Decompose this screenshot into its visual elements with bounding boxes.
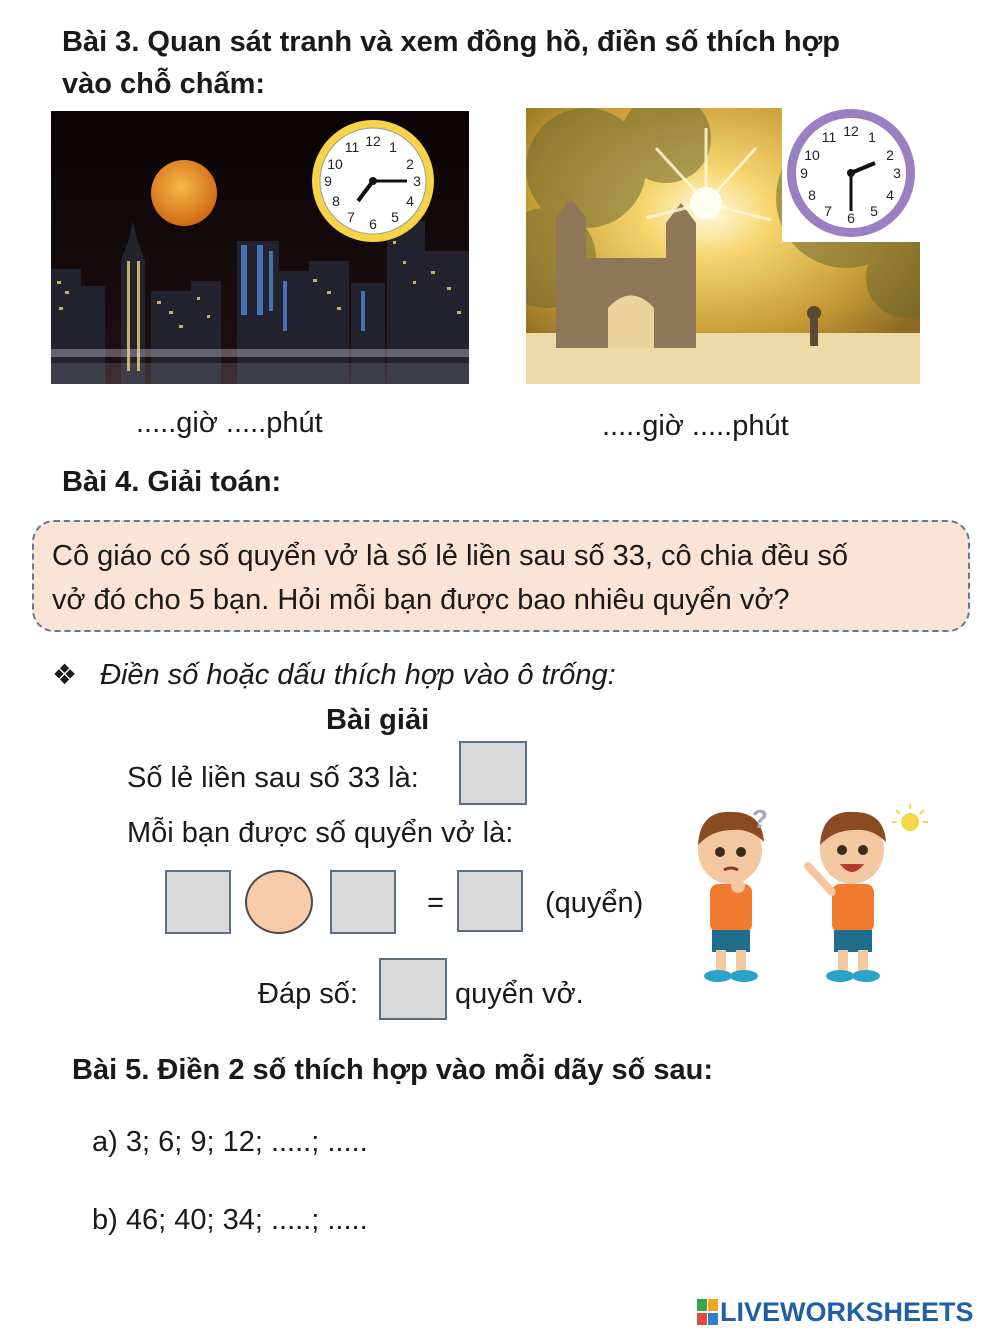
- svg-text:3: 3: [413, 173, 421, 189]
- final-answer-box[interactable]: [379, 958, 447, 1020]
- svg-text:11: 11: [344, 139, 360, 155]
- night-city-picture: [51, 111, 469, 384]
- answer-night[interactable]: .....giờ .....phút: [136, 407, 323, 439]
- liveworksheets-logo-icon: [697, 1299, 719, 1325]
- svg-text:11: 11: [821, 129, 837, 145]
- svg-text:4: 4: [886, 187, 894, 203]
- svg-text:2: 2: [886, 147, 894, 163]
- problem-line1: Cô giáo có số quyển vở là số lẻ liền sau số 33, cô chia đều số: [52, 540, 849, 572]
- next-odd-number-box[interactable]: [459, 741, 527, 805]
- sequence-a[interactable]: a) 3; 6; 9; 12; .....; .....: [92, 1126, 368, 1158]
- bullet-icon: ❖: [52, 659, 78, 690]
- dividend-box[interactable]: [165, 870, 231, 934]
- svg-text:10: 10: [804, 147, 820, 163]
- svg-text:5: 5: [870, 203, 878, 219]
- bai3-title-line2: vào chỗ chấm:: [62, 68, 266, 100]
- svg-text:8: 8: [332, 193, 340, 209]
- clock-day: [787, 109, 915, 237]
- svg-text:12: 12: [365, 133, 381, 149]
- liveworksheets-brand: LIVEWORKSHEETS: [720, 1297, 974, 1327]
- svg-text:12: 12: [843, 123, 859, 139]
- svg-text:3: 3: [893, 165, 901, 181]
- svg-text:9: 9: [800, 165, 808, 181]
- idea-boy: [808, 812, 886, 982]
- solution-line1: Số lẻ liền sau số 33 là:: [127, 762, 419, 794]
- svg-text:9: 9: [324, 173, 332, 189]
- instruction: Điền số hoặc dấu thích hợp vào ô trống:: [100, 659, 616, 691]
- answer-unit: quyển vở.: [455, 978, 584, 1010]
- solution-title: Bài giải: [326, 704, 430, 736]
- equals-sign: =: [427, 887, 444, 919]
- operator-oval[interactable]: [245, 870, 313, 934]
- svg-text:6: 6: [369, 216, 377, 232]
- svg-text:2: 2: [406, 156, 414, 172]
- moon: [151, 160, 217, 226]
- sunny-gate-picture: [526, 108, 920, 384]
- bai4-title: Bài 4. Giải toán:: [62, 466, 282, 498]
- bai5-title: Bài 5. Điền 2 số thích hợp vào mỗi dãy số sau:: [72, 1054, 714, 1086]
- problem-line2: vở đó cho 5 bạn. Hỏi mỗi bạn được bao nhiêu quyển vở?: [52, 584, 790, 616]
- answer-day[interactable]: .....giờ .....phút: [602, 410, 789, 442]
- svg-text:1: 1: [868, 129, 876, 145]
- solution-line2: Mỗi bạn được số quyển vở là:: [127, 817, 514, 849]
- thinking-boy: [698, 812, 764, 982]
- svg-text:1: 1: [389, 139, 397, 155]
- svg-text:5: 5: [391, 209, 399, 225]
- svg-text:7: 7: [347, 209, 355, 225]
- answer-label: Đáp số:: [258, 978, 358, 1010]
- thinking-kids-illustration: [680, 800, 940, 985]
- svg-text:10: 10: [327, 156, 343, 172]
- divisor-box[interactable]: [330, 870, 396, 934]
- svg-text:8: 8: [808, 187, 816, 203]
- question-mark-icon: ?: [752, 804, 768, 834]
- bai3-title-line1: Bài 3. Quan sát tranh và xem đồng hồ, điền số thích hợp: [62, 26, 840, 58]
- unit-label: (quyển): [545, 887, 644, 919]
- lightbulb-icon: [892, 804, 928, 831]
- result-box[interactable]: [457, 870, 523, 932]
- svg-text:7: 7: [824, 203, 832, 219]
- clock-night: [312, 120, 434, 242]
- svg-text:6: 6: [847, 210, 855, 226]
- sequence-b[interactable]: b) 46; 40; 34; .....; .....: [92, 1204, 368, 1236]
- svg-text:4: 4: [406, 193, 414, 209]
